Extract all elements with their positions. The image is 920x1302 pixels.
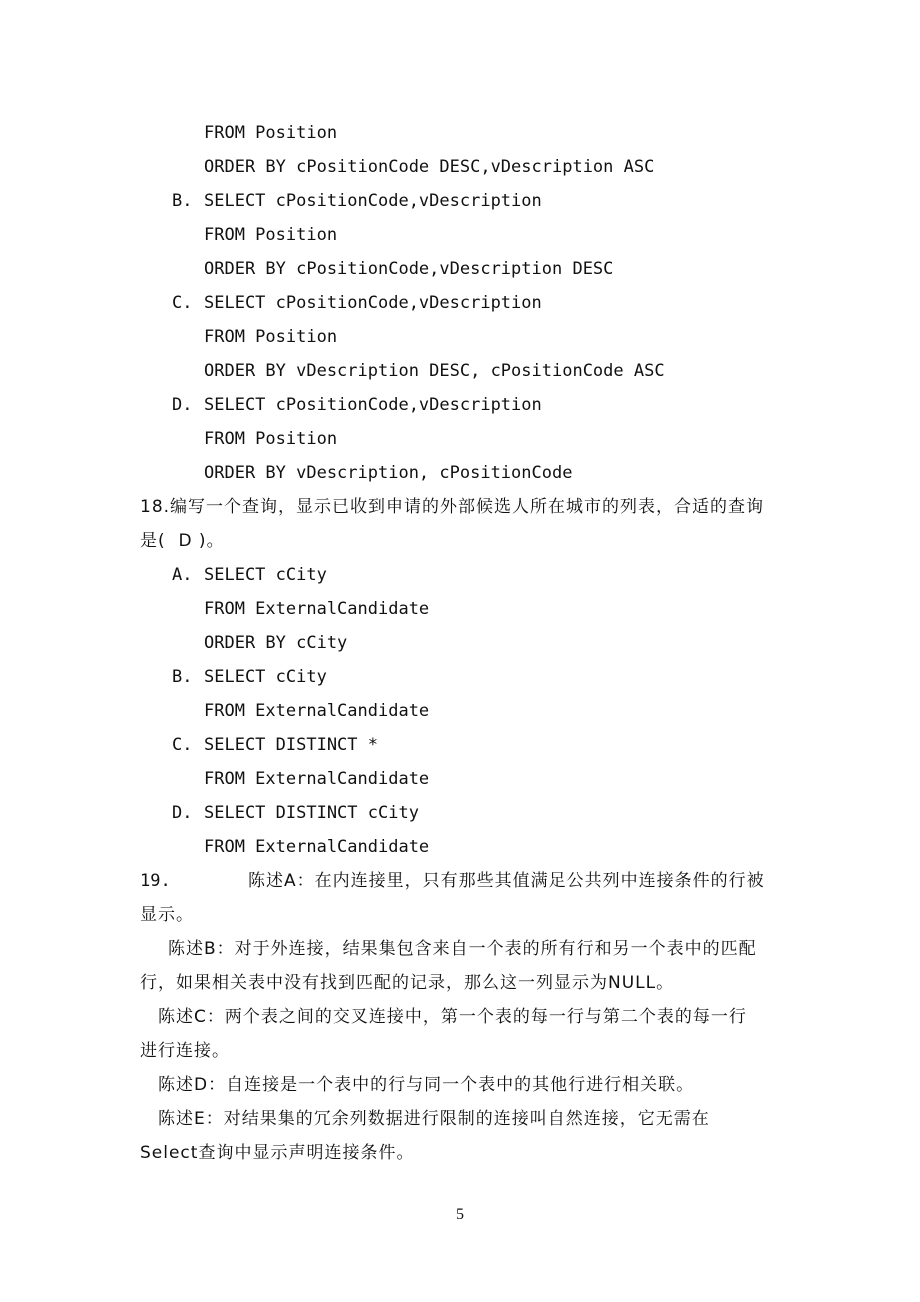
q18-opt-c-label: C. [172,735,193,755]
q17-opt-c-from: FROM Position [204,327,338,347]
q18-stem-line1: 18.编写一个查询，显示已收到申请的外部候选人所在城市的列表，合适的查询 [140,497,765,517]
q18-opt-d-label: D. [172,803,193,823]
q17-opt-d-label: D. [172,395,193,415]
q17-opt-c-select: SELECT cPositionCode,vDescription [204,293,542,313]
q17-opt-c-order: ORDER BY vDescription DESC, cPositionCode ASC [204,361,665,381]
q19-statement-b-line2: 行，如果相关表中没有找到匹配的记录，那么这一列显示为NULL。 [140,973,675,993]
q18-opt-d-select: SELECT DISTINCT cCity [204,803,419,823]
q17-opt-b-order: ORDER BY cPositionCode,vDescription DESC [204,259,614,279]
q19-statement-e-line2: Select查询中显示声明连接条件。 [140,1143,415,1163]
q18-opt-b-label: B. [172,667,193,687]
q17-opt-a-from: FROM Position [204,123,338,143]
q17-opt-d-select: SELECT cPositionCode,vDescription [204,395,542,415]
q18-opt-a-label: A. [172,565,193,585]
q19-statement-e-line1: 陈述E：对结果集的冗余列数据进行限制的连接叫自然连接，它无需在 [158,1109,710,1129]
q18-opt-a-from: FROM ExternalCandidate [204,599,430,619]
q19-statement-c-line2: 进行连接。 [140,1041,230,1061]
q18-opt-c-from: FROM ExternalCandidate [204,769,430,789]
q17-opt-c-label: C. [172,293,193,313]
q19-number: 19. [140,871,171,891]
q19-statement-c-line1: 陈述C：两个表之间的交叉连接中，第一个表的每一行与第二个表的每一行 [158,1007,747,1027]
q19-statement-d: 陈述D：自连接是一个表中的行与同一个表中的其他行进行相关联。 [158,1075,695,1095]
page-number: 5 [456,1206,464,1223]
q18-opt-b-from: FROM ExternalCandidate [204,701,430,721]
q18-opt-c-select: SELECT DISTINCT * [204,735,378,755]
q18-stem-line2: 是( D )。 [140,531,225,551]
q19-statement-b-line1: 陈述B：对于外连接，结果集包含来自一个表的所有行和另一个表中的匹配 [168,939,757,959]
q18-opt-d-from: FROM ExternalCandidate [204,837,430,857]
q19-statement-a-line1: 陈述A：在内连接里，只有那些其值满足公共列中连接条件的行被 [248,871,765,891]
q18-opt-a-order: ORDER BY cCity [204,633,348,653]
q17-opt-b-select: SELECT cPositionCode,vDescription [204,191,542,211]
q18-opt-b-select: SELECT cCity [204,667,327,687]
q19-statement-a-line2: 显示。 [140,905,194,925]
q18-opt-a-select: SELECT cCity [204,565,327,585]
q17-opt-d-order: ORDER BY vDescription, cPositionCode [204,463,573,483]
q17-opt-b-label: B. [172,191,193,211]
q17-opt-b-from: FROM Position [204,225,338,245]
q17-opt-a-order: ORDER BY cPositionCode DESC,vDescription ASC [204,157,655,177]
q17-opt-d-from: FROM Position [204,429,338,449]
